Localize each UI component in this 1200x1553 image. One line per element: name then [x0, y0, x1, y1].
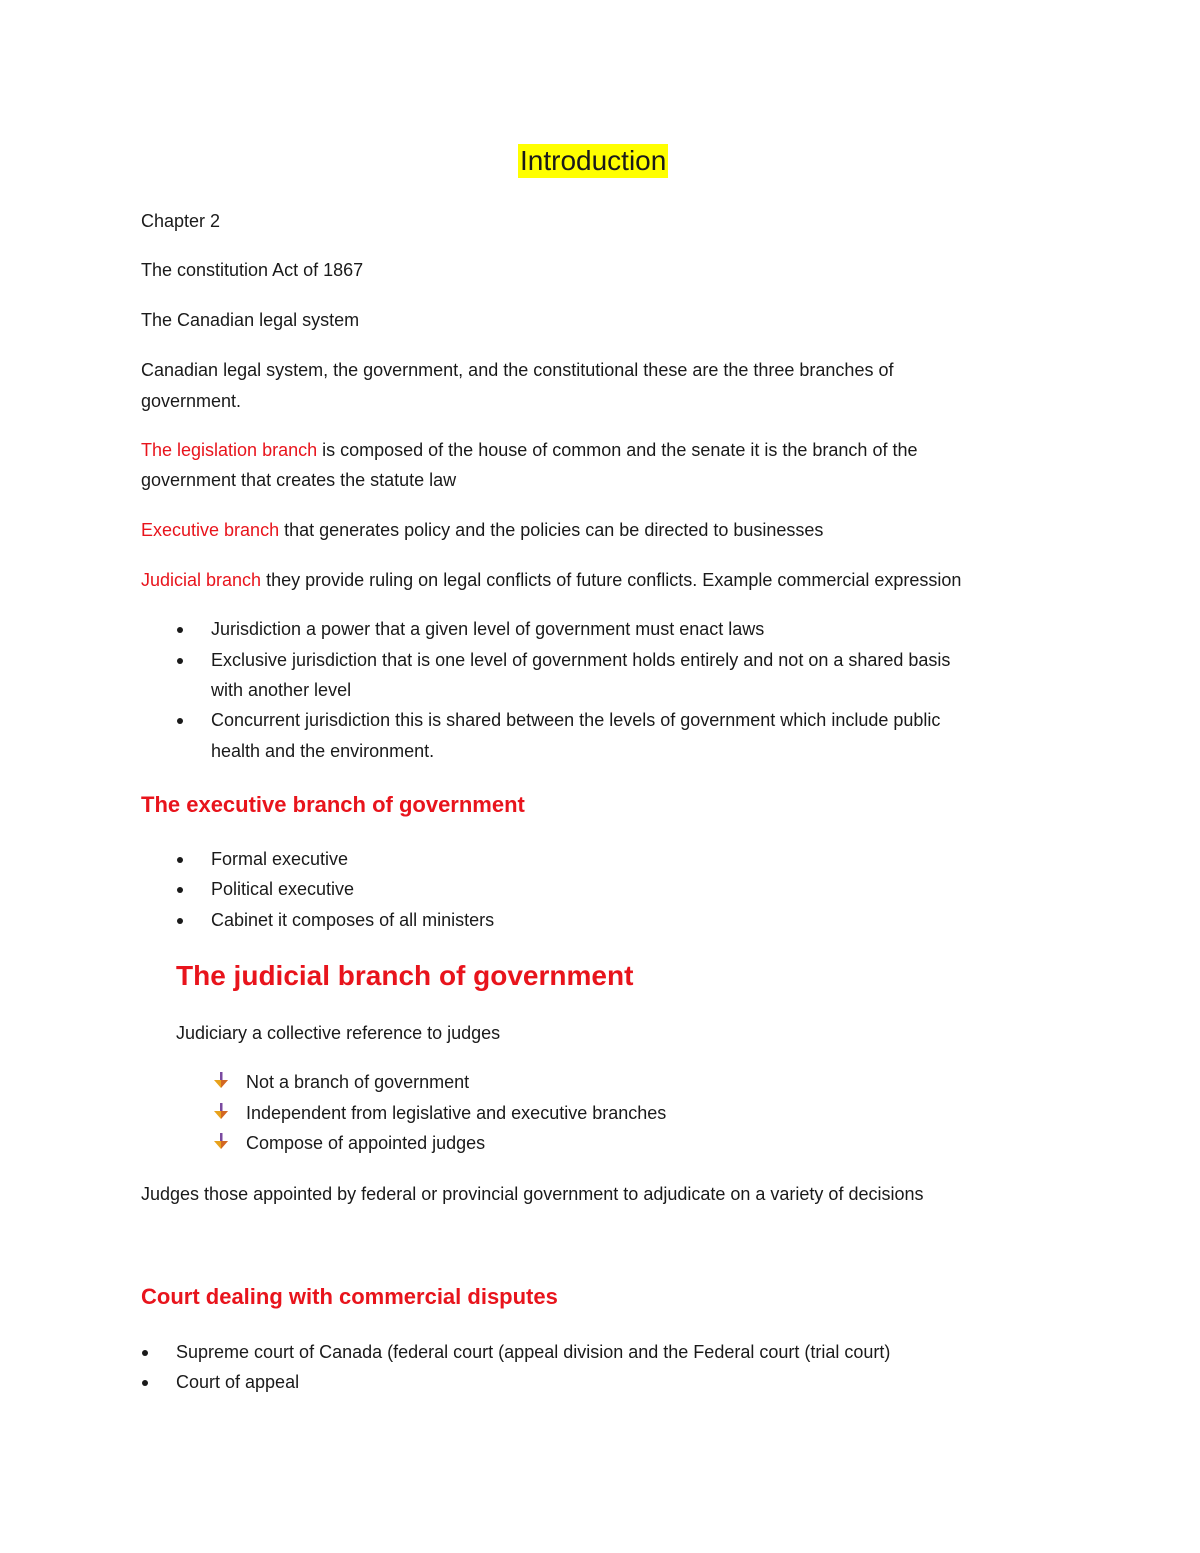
- executive-heading: The executive branch of government: [141, 792, 525, 817]
- list-item: Jurisdiction a power that a given level of government must enact laws: [211, 619, 765, 639]
- list-item: Cabinet it composes of all ministers: [211, 910, 495, 930]
- executive-paragraph: [141, 515, 823, 545]
- list-item: Supreme court of Canada (federal court (appeal division and the Federal court (trial court): [176, 1342, 891, 1362]
- legislation-branch-label: The legislation branch: [141, 440, 318, 460]
- list-item: Exclusive jurisdiction that is one level of government holds entirely and not on a shared basis: [211, 650, 951, 670]
- judiciary-text: Judiciary a collective reference to judges: [176, 1023, 501, 1043]
- arrow-bullet-icon: [212, 1102, 230, 1120]
- list-item: Compose of appointed judges: [246, 1133, 486, 1153]
- list-item: Political executive: [211, 879, 355, 899]
- legislation-branch-text: is composed of the house of common and the senate it is the branch of the: [317, 440, 918, 460]
- legislation-paragraph-line2: government that creates the statute law: [141, 470, 457, 490]
- executive-branch-label: Executive branch: [141, 520, 280, 540]
- arrow-bullet-icon: [212, 1132, 230, 1150]
- executive-branch-text: that generates policy and the policies can be directed to businesses: [279, 520, 824, 540]
- court-heading: Court dealing with commercial disputes: [141, 1284, 558, 1309]
- legislation-paragraph-line1: [141, 435, 917, 465]
- chapter-text: Chapter 2: [141, 211, 221, 231]
- bullet-icon: [177, 658, 183, 664]
- bullet-icon: [177, 887, 183, 893]
- judicial-heading: The judicial branch of government: [176, 960, 634, 991]
- bullet-icon: [142, 1380, 148, 1386]
- list-item-continuation: with another level: [211, 680, 352, 700]
- list-item: Court of appeal: [176, 1372, 300, 1392]
- list-item: Formal executive: [211, 849, 349, 869]
- list-item: Independent from legislative and executive branches: [246, 1103, 667, 1123]
- judges-text: Judges those appointed by federal or provincial government to adjudicate on a variety of decisions: [141, 1184, 924, 1204]
- judicial-branch-text: they provide ruling on legal conflicts of future conflicts. Example commercial expression: [261, 570, 962, 590]
- branches-paragraph-line2: government.: [141, 391, 242, 411]
- branches-paragraph-line1: Canadian legal system, the government, and the constitutional these are the three branches of: [141, 360, 894, 380]
- bullet-icon: [177, 918, 183, 924]
- bullet-icon: [142, 1350, 148, 1356]
- list-item-continuation: health and the environment.: [211, 741, 435, 761]
- legal-system-text: The Canadian legal system: [141, 310, 360, 330]
- bullet-icon: [177, 627, 183, 633]
- list-item: Concurrent jurisdiction this is shared between the levels of government which include public: [211, 710, 941, 730]
- page-title: Introduction: [520, 145, 667, 176]
- judicial-branch-label: Judicial branch: [141, 570, 262, 590]
- arrow-bullet-icon: [212, 1071, 230, 1089]
- list-item: Not a branch of government: [246, 1072, 470, 1092]
- constitution-text: The constitution Act of 1867: [141, 260, 364, 280]
- bullet-icon: [177, 718, 183, 724]
- bullet-icon: [177, 857, 183, 863]
- judicial-paragraph: [141, 565, 961, 595]
